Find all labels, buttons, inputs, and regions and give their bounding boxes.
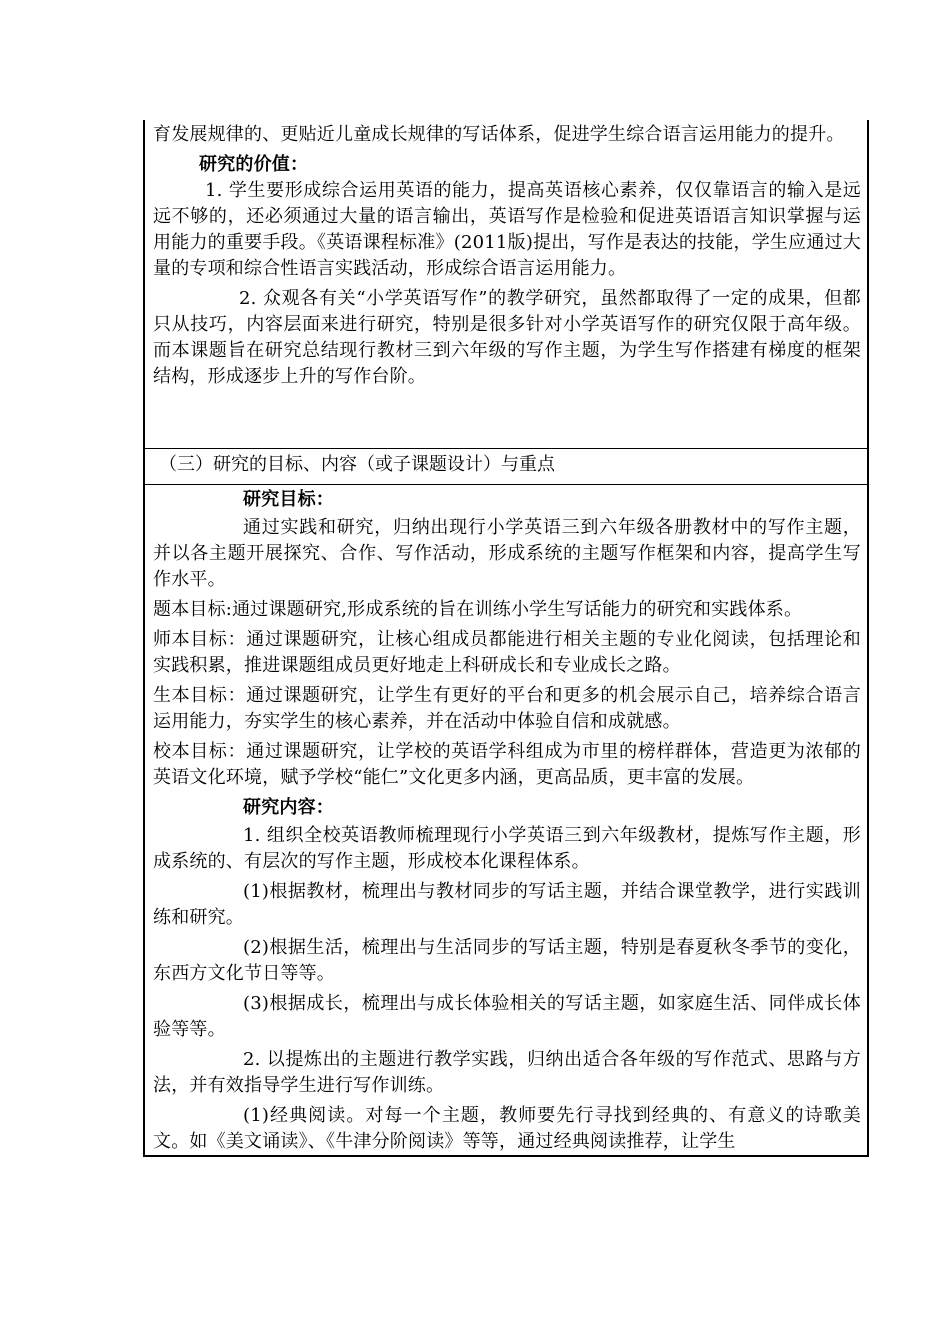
goals-content-cell	[145, 485, 867, 1155]
value-paragraph-2: 2. 众观各有关“小学英语写作”的教学研究，虽然都取得了一定的成果，但都只从技巧，内容层面来进行研究，特别是很多针对小学英语写作的研究仅限于高年级。而本课题旨在研究总结现行教材三到六年级的写作主题，为学生写作搭建有梯度的框架结构，形成逐步上升的写作台阶。	[153, 288, 861, 387]
goal-heading: 研究目标：	[243, 489, 334, 510]
goal-school-paragraph: 校本目标：通过课题研究，让学校的英语学科组成为市里的榜样群体，营造更为浓郁的英语文化环境，赋予学校“能仁”文化更多内涵，更高品质，更丰富的发展。	[153, 741, 861, 788]
goal-teacher-paragraph: 师本目标：通过课题研究，让核心组成员都能进行相关主题的专业化阅读，包括理论和实践积累，推进课题组成员更好地走上科研成长和专业成长之路。	[153, 629, 861, 676]
continuation-paragraph: 育发展规律的、更贴近儿童成长规律的写话体系，促进学生综合语言运用能力的提升。	[153, 124, 845, 145]
goal-topic-paragraph: 题本目标:通过课题研究,形成系统的旨在训练小学生写话能力的研究和实践体系。	[153, 599, 803, 620]
content-paragraph-1-1: (1)根据教材，梳理出与教材同步的写话主题，并结合课堂教学，进行实践训练和研究。	[153, 881, 861, 928]
section-header-cell	[145, 449, 867, 485]
value-heading: 研究的价值：	[199, 154, 309, 175]
content-paragraph-1-2: (2)根据生活，梳理出与生活同步的写话主题，特别是春夏秋冬季节的变化，东西方文化节日等等。	[153, 937, 861, 984]
content-paragraph-2-1: (1)经典阅读。对每一个主题，教师要先行寻找到经典的、有意义的诗歌美文。如《美文诵读》、《牛津分阶阅读》等等，通过经典阅读推荐，让学生	[153, 1105, 861, 1152]
goal-student-paragraph: 生本目标：通过课题研究，让学生有更好的平台和更多的机会展示自己，培养综合语言运用能力，夯实学生的核心素养，并在活动中体验自信和成就感。	[153, 685, 861, 732]
goal-intro-paragraph: 通过实践和研究，归纳出现行小学英语三到六年级各册教材中的写作主题，并以各主题开展探究、合作、写作活动，形成系统的主题写作框架和内容，提高学生写作水平。	[153, 517, 861, 590]
research-value-cell	[145, 120, 867, 449]
value-paragraph-1: 1. 学生要形成综合运用英语的能力，提高英语核心素养，仅仅靠语言的输入是远远不够的，还必须通过大量的语言输出，英语写作是检验和促进英语语言知识掌握与运用能力的重要手段。《英语课程标准》(2011版)提出，写作是表达的技能，学生应通过大量的专项和综合性语言实践活动，形成综合语言运用能力。	[153, 180, 861, 279]
content-paragraph-1-3: (3)根据成长，梳理出与成长体验相关的写话主题，如家庭生活、同伴成长体验等等。	[153, 993, 861, 1040]
content-paragraph-2: 2. 以提炼出的主题进行教学实践，归纳出适合各年级的写作范式、思路与方法，并有效指导学生进行写作训练。	[153, 1049, 861, 1096]
section-title: （三）研究的目标、内容（或子课题设计）与重点	[159, 454, 555, 475]
content-heading: 研究内容：	[243, 797, 334, 818]
content-paragraph-1: 1. 组织全校英语教师梳理现行小学英语三到六年级教材，提炼写作主题，形成系统的、有层次的写作主题，形成校本化课程体系。	[153, 825, 861, 872]
form-table	[143, 120, 869, 1157]
